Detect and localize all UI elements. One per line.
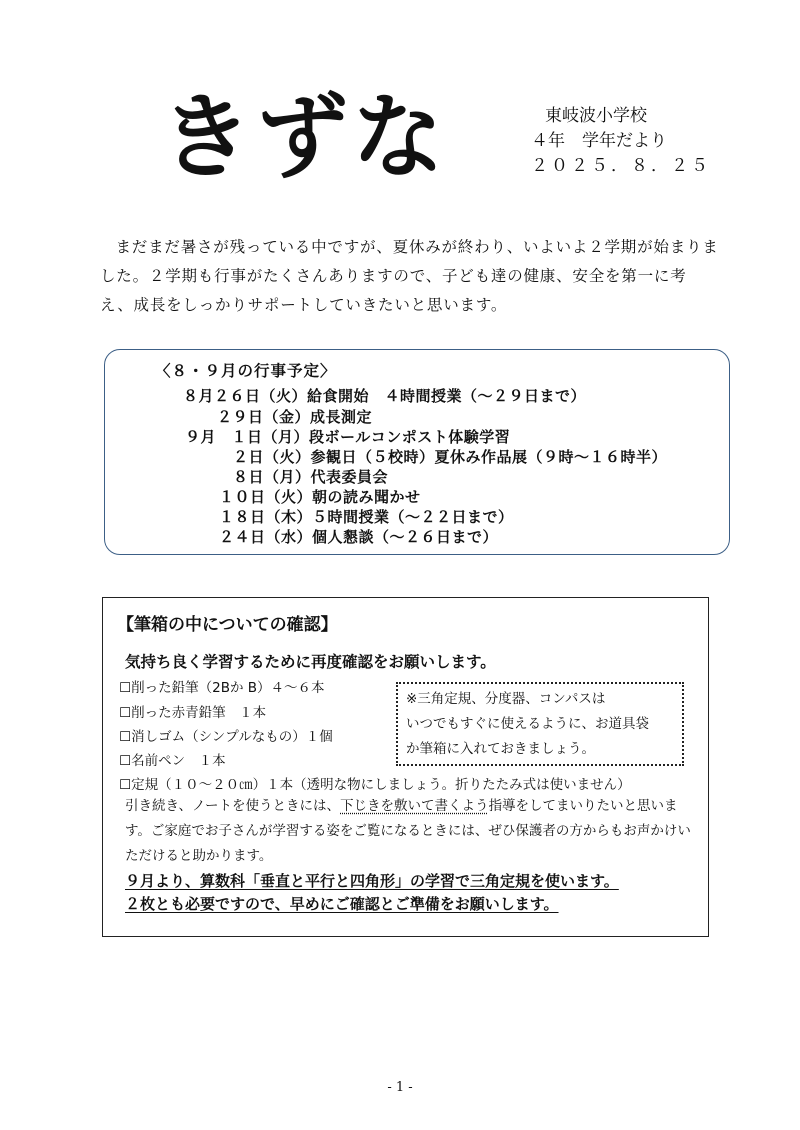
checklist-item: ☐削った鉛筆（2Bか B）４～６本 xyxy=(119,680,325,696)
note-line: いつでもすぐに使えるように、お道具袋 xyxy=(406,716,649,732)
tools-note xyxy=(396,682,684,766)
newsletter-label: ４年 学年だより xyxy=(531,131,667,151)
note-line: か筆箱に入れておきましょう。 xyxy=(406,741,595,757)
event-row: １８日（木）５時間授業（～２２日まで） xyxy=(219,508,514,526)
newsletter-title: きずな xyxy=(160,84,449,191)
guidance-paragraph xyxy=(125,794,700,869)
pencilcase-heading: 【筆箱の中についての確認】 xyxy=(117,615,338,635)
guidance-underlined: 下じきを敷いて書くよう xyxy=(340,798,489,814)
issue-date: ２０２５．８．２５ xyxy=(531,156,711,176)
pencilcase-check-box xyxy=(102,597,709,937)
event-row: ２９日（金）成長測定 xyxy=(217,408,373,426)
pencilcase-lead: 気持ち良く学習するために再度確認をお願いします。 xyxy=(125,653,496,671)
event-row: ８日（月）代表委員会 xyxy=(233,468,389,486)
emphasis-line: ９月より、算数科「垂直と平行と四角形」の学習で三角定規を使います。 xyxy=(125,872,619,890)
checklist-item: ☐消しゴム（シンプルなもの）１個 xyxy=(119,729,333,745)
checklist-item: ☐定規（１０～２０㎝）１本（透明な物にしましょう。折りたたみ式は使いません） xyxy=(119,777,631,793)
event-row: ９月 １日（月）段ボールコンポスト体験学習 xyxy=(185,428,511,446)
guidance-text: 引き続き、ノートを使うときには、 xyxy=(125,798,341,814)
event-row: ２４日（水）個人懇談（～２６日まで） xyxy=(219,528,499,546)
event-row: ２日（火）参観日（５校時）夏休み作品展（９時～１６時半） xyxy=(233,448,668,466)
event-schedule-heading: 〈８・９月の行事予定〉 xyxy=(155,362,337,380)
intro-section xyxy=(100,233,720,320)
note-line: ※三角定規、分度器、コンパスは xyxy=(406,691,606,707)
emphasis-line: ２枚とも必要ですので、早めにご確認とご準備をお願いします。 xyxy=(125,895,559,913)
checklist-item: ☐削った赤青鉛筆 １本 xyxy=(119,705,267,721)
page-number: - 1 - xyxy=(387,1080,413,1095)
event-row: ８月２６日（火）給食開始 ４時間授業（～２９日まで） xyxy=(183,387,587,405)
school-name: 東岐波小学校 xyxy=(545,106,647,126)
intro-paragraph: まだまだ暑さが残っている中ですが、夏休みが終わり、いよいよ２学期が始まりました。２学期も行事がたくさんありますので、子ども達の健康、安全を第一に考え、成長をしっかりサポートしていきたいと思います。 xyxy=(100,238,719,314)
header-meta xyxy=(531,104,711,179)
checklist-item: ☐名前ペン １本 xyxy=(119,753,226,769)
guidance-text-cont: 指導をしてまいりたいと思います。ご家庭でお子さんが学習する姿をご覧になるときには、ぜひ保護者の方からもお声かけいただけると助かります。 xyxy=(125,798,691,864)
event-schedule-box xyxy=(104,349,730,555)
event-row: １０日（火）朝の読み聞かせ xyxy=(219,488,421,506)
